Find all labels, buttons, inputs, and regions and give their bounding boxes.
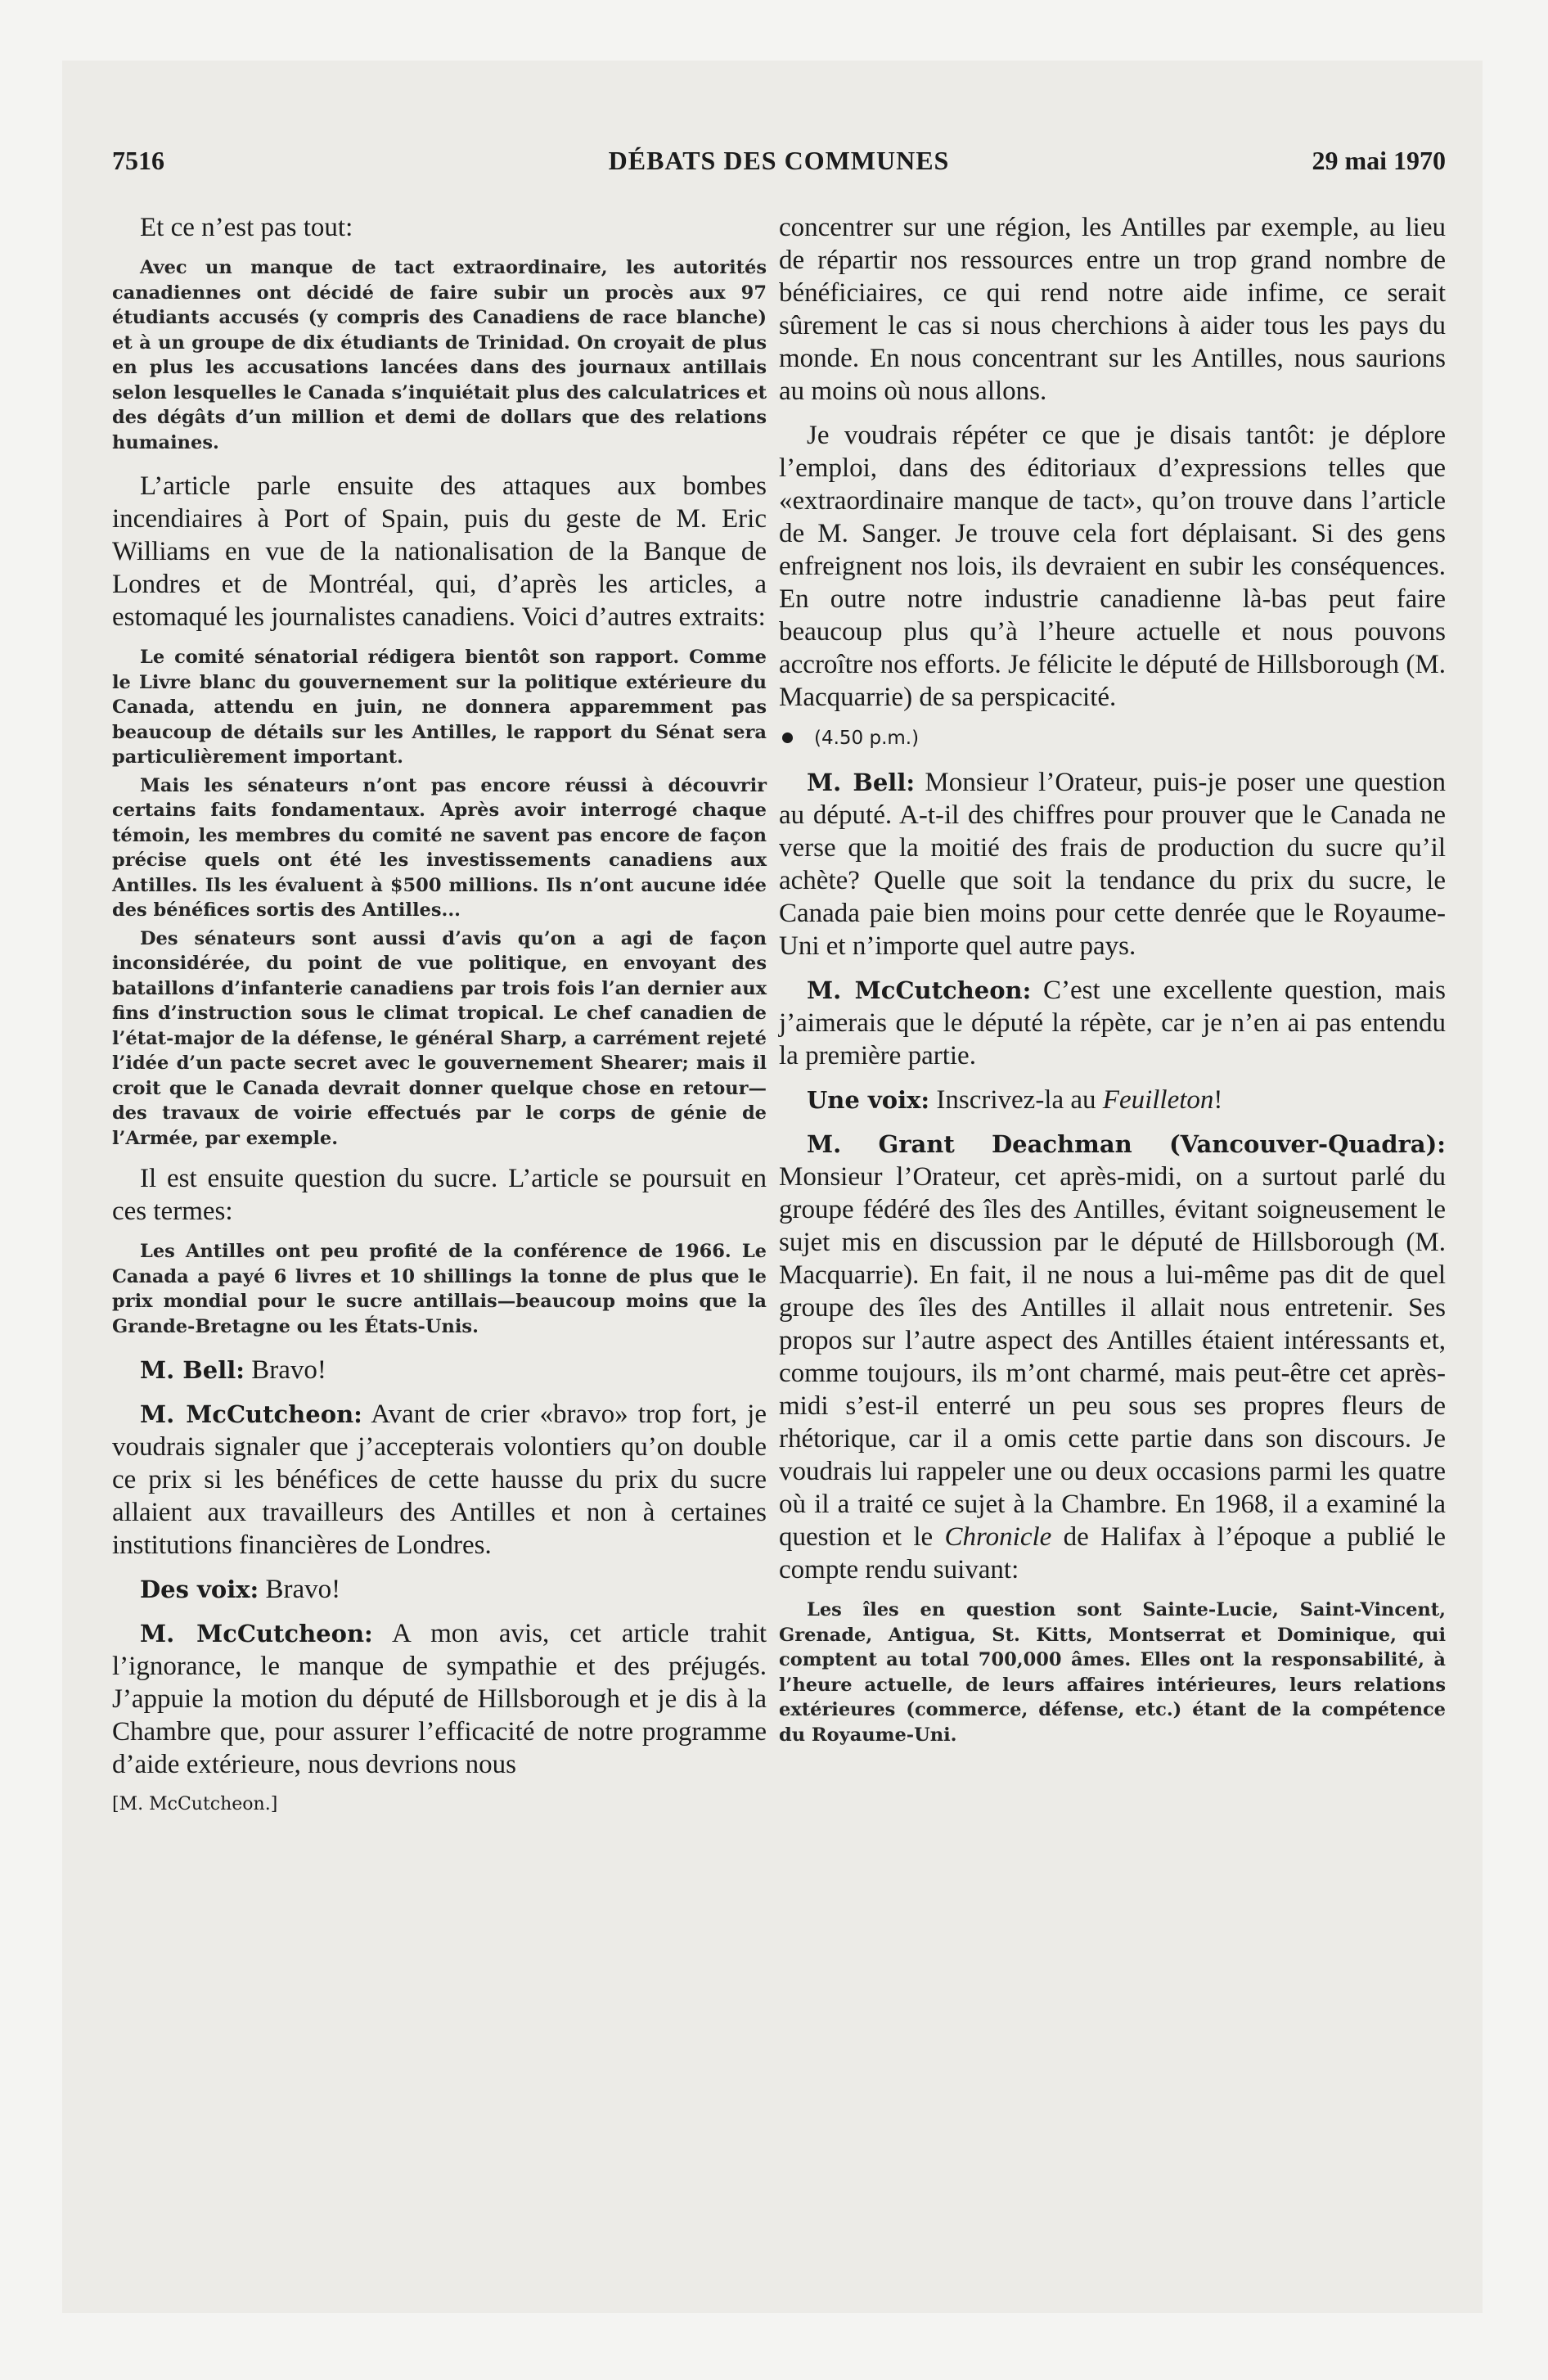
page-number: 7516 [112, 146, 164, 175]
bullet-icon [782, 732, 793, 743]
time-stamp [779, 725, 1446, 751]
speaker-name: M. Bell: [807, 769, 916, 796]
speech-text: Inscrivez-la au [929, 1085, 1103, 1115]
paragraph: Je voudrais répéter ce que je disais tantôt: je déplore l’emploi, dans des éditoriaux d’expressions telles que «extraordinaire manque de tact», qu’on trouve dans l’article de M. Sanger. Je trouve cela fort déplaisant. Si des gens enfreignent nos lois, ils devraient en subir les conséquences. En outre notre industrie canadienne là-bas peut faire beaucoup plus qu’à l’heure actuelle et nous pouvons accroître nos efforts. Je félicite le député de Hillsborough (M. Macquarrie) de sa perspicacité. [779, 421, 1446, 712]
speech-text: ! [1213, 1085, 1223, 1115]
speaker-name: M. Grant Deachman (Vancouver-Quadra): [807, 1130, 1446, 1158]
right-column [779, 211, 1446, 1751]
speaker-name: M. McCutcheon: [140, 1620, 373, 1648]
paragraph: concentrer sur une région, les Antilles par exemple, au lieu de répartir nos ressources entre un trop grand nombre de bénéficiaires, ce qui rend notre aide infime, ce serait sûrement le cas si nous cherchions à aider tous les pays du monde. En nous concentrant sur les Antilles, nous saurions au moins où nous allons. [779, 213, 1446, 406]
time-text: (4.50 p.m.) [814, 728, 920, 749]
speech-text: Monsieur l’Orateur, cet après-midi, on a surtout parlé du groupe fédéré des îles des Antilles, évitant soigneusement le sujet mis en discussion par le député de Hillsborough (M. Macquarrie). En fait, il ne nous a lui-même pas dit de quel groupe des îles des Antilles il allait nous entretenir. Ses propos sur l’autre aspect des Antilles étaient intéressants et, comme toujours, ils m’ont charmé, mais peut-être cet après-midi s’est-il enterré un peu sous ses propres fleurs de rhétorique, car il a omis cette partie dans son discours. Je voudrais lui rappeler une ou deux occasions parmi les quatre où il a traité ce sujet à la Chambre. En 1968, il a examiné la question et le [779, 1162, 1446, 1552]
left-column [112, 211, 767, 1817]
quotation: Avec un manque de tact extraordinaire, les autorités canadiennes ont décidé de faire subir un procès aux 97 étudiants accusés (y compris des Canadiens de race blanche) et à un groupe de dix étudiants de Trinidad. On croyait de plus en plus les accusations lancées dans des journaux antillais selon lesquelles le Canada s’inquiétait plus des calculatrices et des dégâts d’un million et demi de dollars que des relations humaines. [112, 257, 767, 453]
speech-paragraph [779, 1128, 1446, 1586]
speaker-name: Une voix: [807, 1086, 930, 1114]
speech-text: Monsieur l’Orateur, puis-je poser une question au député. A-t-il des chiffres pour prouver que le Canada ne verse que la moitié des frais de production du sucre qu’il achète? Quelle que soit la tendance du prix du sucre, le Canada paie bien moins pour cette denrée que le Royaume-Uni et n’importe quel autre pays. [779, 768, 1446, 961]
speaker-footer: [M. McCutcheon.] [112, 1794, 278, 1814]
quotation: Les Antilles ont peu profité de la conférence de 1966. Le Canada a payé 6 livres et 10 shillings la tonne de plus que le prix mondial pour le sucre antillais—beaucoup moins que la Grande-Bretagne ou les États-Unis. [112, 1241, 767, 1337]
quotation: Les îles en question sont Sainte-Lucie, Saint-Vincent, Grenade, Antigua, St. Kitts, Montserrat et Dominique, qui comptent au total 700,000 âmes. Elles ont la responsabilité, à l’heure actuelle, de leurs affaires intérieures, leurs relations extérieures (commerce, défense, etc.) étant de la compétence du Royaume-Uni. [779, 1599, 1446, 1746]
speech-text: C’est une excellente question, mais j’aimerais que le député la répète, car je n’en ai pas entendu la première partie. [779, 976, 1446, 1071]
page-header [112, 146, 1446, 187]
speech-paragraph [779, 766, 1446, 962]
paragraph: Et ce n’est pas tout: [140, 213, 353, 242]
speech-text: Avant de crier «bravo» trop fort, je voudrais signaler que j’accepterais volontiers qu’on double ce prix si les bénéfices de cette hausse du prix du sucre allaient aux travailleurs des Antilles et non à certaines institutions financières de Londres. [112, 1400, 767, 1560]
speech-paragraph [779, 1084, 1446, 1116]
speech-text: Bravo! [245, 1355, 326, 1385]
speech-paragraph [112, 1617, 767, 1781]
italic-title: Chronicle [944, 1522, 1052, 1552]
speaker-name: M. Bell: [140, 1356, 245, 1384]
speaker-name: M. McCutcheon: [807, 976, 1032, 1004]
speech-text: de Halifax à l’époque a publié le compte rendu suivant: [779, 1522, 1446, 1584]
quotation: Mais les sénateurs n’ont pas encore réussi à découvrir certains faits fondamentaux. Après avoir interrogé chaque témoin, les membres du comité ne savent pas encore de façon précise quels ont été les investissements canadiens aux Antilles. Ils les évaluent à $500 millions. Ils n’ont aucune idée des bénéfices sortis des Antilles... [112, 774, 767, 921]
speech-text: Bravo! [259, 1575, 341, 1604]
quotation: Des sénateurs sont aussi d’avis qu’on a agi de façon inconsidérée, du point de vue politique, en envoyant des bataillons d’infanterie canadiens par trois fois l’an dernier aux fins d’instruction sous le climat tropical. Le chef canadien de l’état-major de la défense, le général Sharp, a carrément rejeté l’idée d’un pacte secret avec le gouvernement Shearer; mais il croit que le Canada devrait donner quelque chose en retour—des travaux de voirie effectués par le corps de génie de l’Armée, par exemple. [112, 927, 767, 1149]
speaker-name: Des voix: [140, 1575, 259, 1603]
speech-text: A mon avis, cet article trahit l’ignorance, le manque de sympathie et des préjugés. J’appuie la motion du député de Hillsborough et je dis à la Chambre que, pour assurer l’efficacité de notre programme d’aide extérieure, nous devrions nous [112, 1619, 767, 1779]
speech-paragraph [112, 1573, 767, 1606]
italic-title: Feuilleton [1102, 1085, 1214, 1115]
speech-paragraph [112, 1398, 767, 1562]
speaker-name: M. McCutcheon: [140, 1400, 362, 1428]
quotation: Le comité sénatorial rédigera bientôt son rapport. Comme le Livre blanc du gouvernement sur la politique extérieure du Canada, attendu en juin, ne donnera apparemment pas beaucoup de détails sur les Antilles, le rapport du Sénat sera particulièrement important. [112, 647, 767, 768]
publication-title: DÉBATS DES COMMUNES [608, 146, 950, 175]
speech-paragraph [779, 974, 1446, 1072]
page-date: 29 mai 1970 [1312, 146, 1446, 175]
paragraph: L’article parle ensuite des attaques aux bombes incendiaires à Port of Spain, puis du geste de M. Eric Williams en vue de la nationalisation de la Banque de Londres et de Montréal, qui, d’après les articles, a estomaqué les journalistes canadiens. Voici d’autres extraits: [112, 471, 767, 632]
speech-paragraph [112, 1354, 767, 1386]
paragraph: Il est ensuite question du sucre. L’article se poursuit en ces termes: [112, 1164, 767, 1226]
